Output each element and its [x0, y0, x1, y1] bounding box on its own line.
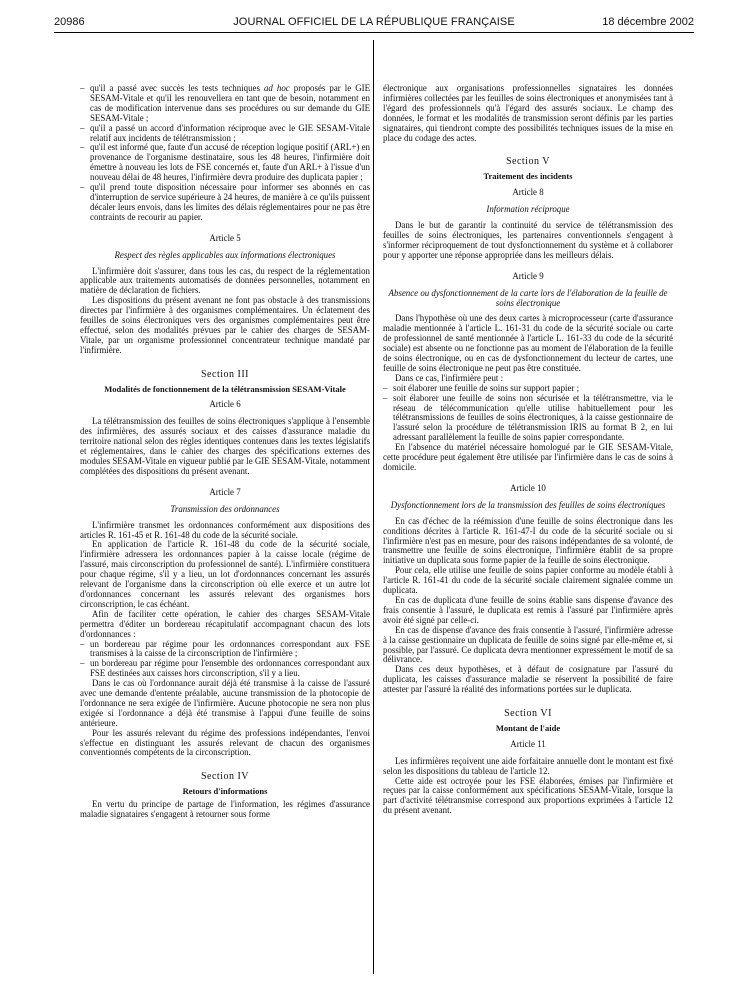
paragraph: En l'absence du matériel nécessaire homologué par le GIE SESAM-Vitale, cette procédure peut également être utilisée par l'infirmière dans le cas de soins à domicile.	[383, 442, 673, 472]
page-number: 20986	[54, 16, 85, 28]
article-heading: Article 11	[510, 738, 546, 749]
paragraph: Pour cela, elle utilise une feuille de soins papier conforme au modèle établi à l'article R. 161-41 du code de la sécurité sociale clairement signalée comme un duplicata.	[383, 565, 673, 596]
paragraph: L'infirmière transmet les ordonnances conformément aux dispositions des articles R. 161-45 et R. 161-48 du code de la sécurité sociale.	[80, 519, 370, 540]
bullet-item: – qu'il prend toute disposition nécessaire pour informer ses abonnés en cas d'interruption de service supérieure à 24 heures, de manière à ce qu'ils puissent décaler leurs envois, dans les limites des délais réglementaires pour ne pas être contraints de recourir au papier.	[80, 183, 370, 223]
article-subtitle: Information réciproque	[486, 204, 570, 215]
bullet-item: – un bordereau par régime pour l'ensemble des ordonnances correspondant aux FSE destinées aux caisses hors circonscription, s'il y a lieu.	[80, 659, 370, 679]
article-subtitle: Absence ou dysfonctionnement de la carte lors de l'élaboration de la feuille de soins électronique	[388, 287, 668, 308]
article-heading: Article 5	[209, 232, 241, 243]
column-divider	[373, 40, 374, 974]
paragraph: électronique aux organisations professionnelles signataires les données infirmières collectées par les feuilles de soins électroniques et anonymisées tant à l'égard des professionnels qu'à l'égard des assurés sociaux. Le champ des données, le format et les modalités de transmission seront définis par les parties signataires, qui tiendront compte des possibilités techniques issues de la mise en place du codage des actes.	[383, 83, 673, 143]
left-column	[80, 84, 370, 820]
paragraph: Dans l'hypothèse où une des deux cartes à microprocesseur (carte d'assurance maladie mentionnée à l'article L. 161-31 du code de la sécurité sociale ou carte de professionnel de santé mentionnée à l'article L. 161-33 du code de la sécurité sociale) est absente ou ne fonctionne pas au moment de l'élaboration de la feuille de soins électronique, ou en cas de dysfonctionnement du lecteur de cartes, une feuille de soins électronique ne peut pas être constituée.	[383, 313, 673, 373]
bullet-item: – soit élaborer une feuille de soins sur support papier ;	[383, 384, 673, 394]
paragraph: En cas de duplicata d'une feuille de soins établie sans dispense d'avance des frais consentie à l'assuré, le duplicata est remis à l'assuré par l'infirmière après avoir été signé par celle-ci.	[383, 594, 673, 625]
paragraph: Dans ces deux hypothèses, et à défaut de cosignature par l'assuré du duplicata, les caisses d'assurance maladie se réservent la possibilité de faire attester par l'assuré la réalité des informations portées sur le duplicata.	[383, 664, 673, 695]
paragraph: En cas de dispense d'avance des frais consentie à l'assuré, l'infirmière adresse à la caisse gestionnaire un duplicata de feuille de soins signé par elle-même et, si possible, par l'assuré. Ce duplicata devra mentionner expressément le motif de sa délivrance.	[383, 624, 673, 665]
section-heading: Section III	[201, 368, 249, 380]
paragraph: Pour les assurés relevant du régime des professions indépendantes, l'envoi s'effectue en distinguant les assurés relevant de chacun des organismes conventionnés compétents de la circonscription.	[80, 727, 370, 758]
paragraph: En cas d'échec de la réémission d'une feuille de soins électronique dans les conditions décrites à l'article R. 161-47-I du code de la sécurité sociale ou si l'infirmière n'est pas en mesure, pour des raisons indépendantes de sa volonté, de transmettre une feuille de soins électronique, l'infirmière établit de sa propre initiative un duplicata sous forme papier de la feuille de soins électronique.	[383, 515, 673, 566]
article-heading: Article 8	[512, 187, 544, 198]
section-title: Traitement des incidents	[483, 171, 573, 182]
paragraph: Dans le cas où l'ordonnance aurait déjà été transmise à la caisse de l'assuré avec une demande d'entente préalable, aucune transmission de la photocopie de l'ordonnance ne sera exigée de l'infirmière. Aucune photocopie ne sera non plus exigée si l'ordonnance a déjà été transmise à l'appui d'une feuille de soins antérieure.	[80, 678, 370, 728]
article-subtitle: Dysfonctionnement lors de la transmission des feuilles de soins électroniques	[390, 499, 666, 510]
right-column	[383, 84, 673, 816]
section-title: Modalités de fonctionnement de la télétransmission SESAM-Vitale	[104, 383, 346, 394]
bullet-item: – un bordereau par régime pour les ordonnances correspondant aux FSE transmises à la caisse de la circonscription de l'infirmière ;	[80, 640, 370, 660]
bullet-item: – qu'il a passé avec succès les tests techniques ad hoc proposés par le GIE SESAM-Vitale et qu'il les renouvellera en tant que de besoin, notamment en cas de modification intervenue dans ses procédures ou sur demande du GIE SESAM-Vitale ;	[80, 84, 370, 124]
bullet-item: – qu'il a passé un accord d'information réciproque avec le GIE SESAM-Vitale relatif aux incidents de télétransmission ;	[80, 124, 370, 144]
paragraph: En vertu du principe de partage de l'information, les régimes d'assurance maladie signataires s'engagent à retourner sous forme	[80, 799, 370, 820]
paragraph: Cette aide est octroyée pour les FSE élaborées, émises par l'infirmière et reçues par la caisse conformément aux spécifications SESAM-Vitale, lorsque la part d'activité télétransmise correspond aux proportions exprimées à l'article 12 du présent avenant.	[383, 775, 673, 816]
section-heading: Section VI	[504, 708, 552, 720]
paragraph: Les infirmières reçoivent une aide forfaitaire annuelle dont le montant est fixé selon les dispositions du tableau de l'article 12.	[383, 755, 673, 776]
bullet-item: – soit élaborer une feuille de soins non sécurisée et la télétransmettre, via le réseau de télécommunication qu'elle utilise habituellement pour les télétransmissions de feuilles de soins électroniques, à la caisse gestionnaire de l'assuré selon la procédure de télétransmission IRIS au format B 2, en lui adressant parallèlement la feuille de soins papier correspondante.	[383, 394, 673, 444]
paragraph: La télétransmission des feuilles de soins électroniques s'applique à l'ensemble des infirmières, des assurés sociaux et des caisses d'assurance maladie du territoire national selon des règles identiques contenues dans les textes législatifs et réglementaires, dans le cahier des charges des spécifications externes des modules SESAM-Vitale en vigueur publié par le GIE SESAM-Vitale, notamment complétées des dispositions du présent avenant.	[80, 416, 370, 476]
page-header	[54, 16, 694, 30]
section-title: Montant de l'aide	[495, 722, 561, 733]
paragraph: Afin de faciliter cette opération, le cahier des charges SESAM-Vitale permettra d'éditer un bordereau récapitulatif accompagnant chacun des lots d'ordonnances :	[80, 608, 370, 639]
article-heading: Article 7	[209, 486, 241, 497]
bullet-item: – qu'il est informé que, faute d'un accusé de réception logique positif (ARL+) en provenance de l'organisme destinataire, sous les 48 heures, l'infirmière doit émettre à nouveau les lots de FSE concernés et, faute d'un ARL+ à l'issue d'un nouveau délai de 48 heures, l'infirmière devra produire des duplicata papier ;	[80, 143, 370, 183]
paragraph: En application de l'article R. 161-48 du code de la sécurité sociale, l'infirmière adressera les ordonnances papier à la caisse locale (régime de l'assuré, mais circonscription du professionnel de santé). L'infirmière constituera pour chaque régime, s'il y a lieu, un lot d'ordonnances concernant les assurés relevant de l'organisme dans la circonscription où elle exerce et un autre lot d'ordonnances concernant les assurés relevant des organismes hors circonscription, le cas échéant.	[80, 539, 370, 609]
section-heading: Section IV	[200, 771, 250, 783]
journal-title: JOURNAL OFFICIEL DE LA RÉPUBLIQUE FRANÇAISE	[233, 16, 515, 28]
paragraph: Dans le but de garantir la continuité du service de télétransmission des feuilles de soins électroniques, les partenaires conventionnels s'engagent à s'informer réciproquement de tout dysfonctionnement du système et à collaborer pour y apporter une réponse appropriée dans les meilleurs délais.	[383, 220, 673, 260]
paragraph: Dans ce cas, l'infirmière peut :	[395, 372, 504, 383]
article-heading: Article 10	[510, 482, 546, 493]
article-heading: Article 6	[209, 399, 241, 410]
header-rule	[54, 32, 694, 33]
section-title: Retours d'informations	[182, 786, 268, 797]
section-heading: Section V	[505, 156, 551, 168]
publication-date: 18 décembre 2002	[602, 16, 694, 28]
article-heading: Article 9	[512, 270, 544, 281]
article-subtitle: Respect des règles applicables aux informations électroniques	[114, 249, 336, 260]
article-subtitle: Transmission des ordonnances	[170, 503, 280, 514]
paragraph: Les dispositions du présent avenant ne font pas obstacle à des transmissions directes par l'infirmière à des organismes complémentaires. Un éclatement des feuilles de soins électroniques vers des organismes complémentaires peut être effectué, selon des modalités prévues par le cahier des charges de SESAM-Vitale, par un organisme professionnel concentrateur technique mandaté par l'infirmière.	[80, 295, 370, 355]
paragraph: L'infirmière doit s'assurer, dans tous les cas, du respect de la réglementation applicable aux traitements automatisés de données personnelles, notamment en matière de déclaration de fichiers.	[80, 265, 370, 296]
